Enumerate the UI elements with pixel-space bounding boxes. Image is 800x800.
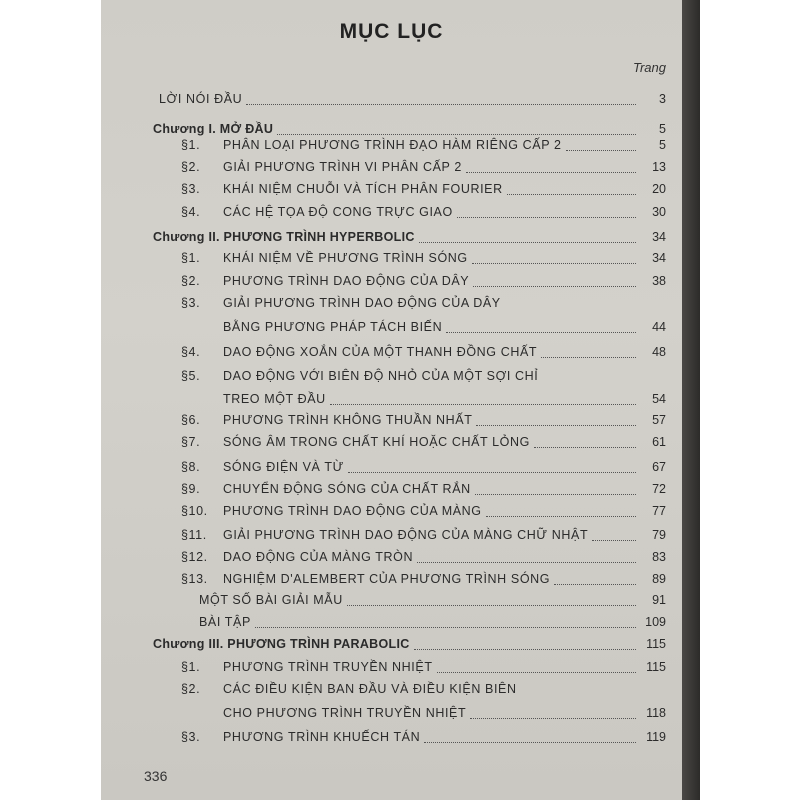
toc-entry	[181, 728, 420, 746]
dot-leader	[470, 718, 636, 719]
toc-entry	[181, 272, 469, 290]
entry-title: SÓNG ÂM TRONG CHẤT KHÍ HOẶC CHẤT LỎNG	[223, 435, 530, 449]
entry-title: PHƯƠNG TRÌNH KHÔNG THUẦN NHẤT	[223, 413, 473, 427]
page-ref: 5	[659, 138, 666, 152]
page-column-header: Trang	[633, 60, 666, 75]
entry-title: GIẢI PHƯƠNG TRÌNH DAO ĐỘNG CỦA DÂY	[223, 296, 501, 310]
toc-entry	[181, 502, 482, 520]
dot-leader	[592, 540, 636, 541]
page-ref: 48	[652, 345, 666, 359]
entry-title: CHUYỂN ĐỘNG SÓNG CỦA CHẤT RẮN	[223, 482, 471, 496]
page-number: 336	[144, 768, 168, 784]
section-number: §3.	[181, 182, 201, 196]
entry-title: TREO MỘT ĐẦU	[223, 392, 326, 406]
dot-leader	[437, 672, 636, 673]
toc-entry	[181, 367, 538, 385]
toc-entry	[181, 249, 468, 267]
entry-title: DAO ĐỘNG CỦA MÀNG TRÒN	[223, 550, 414, 564]
toc-entry	[181, 294, 501, 312]
toc-entry	[181, 343, 537, 361]
page-ref: 77	[652, 504, 666, 518]
entry-title: MỘT SỐ BÀI GIẢI MẪU	[199, 593, 343, 607]
dark-background-edge	[682, 0, 700, 800]
section-number: §5.	[181, 369, 201, 383]
entry-title: PHÂN LOẠI PHƯƠNG TRÌNH ĐẠO HÀM RIÊNG CẤP 2	[223, 138, 562, 152]
dot-leader	[348, 472, 636, 473]
dot-leader	[277, 134, 636, 135]
section-number: §13.	[181, 572, 208, 586]
page-ref: 57	[652, 413, 666, 427]
section-number: §4.	[181, 345, 201, 359]
chapter-entry	[153, 228, 415, 246]
dot-leader	[424, 742, 636, 743]
page-ref: 5	[659, 122, 666, 136]
entry-title: BẰNG PHƯƠNG PHÁP TÁCH BIẾN	[223, 320, 443, 334]
toc-entry	[181, 411, 472, 429]
toc-entry	[159, 90, 242, 108]
dot-leader	[246, 104, 636, 105]
entry-title: PHƯƠNG TRÌNH DAO ĐỘNG CỦA MÀNG	[223, 504, 482, 518]
page-ref: 38	[652, 274, 666, 288]
page-ref: 13	[652, 160, 666, 174]
page-ref: 109	[645, 615, 666, 629]
toc-entry	[181, 480, 471, 498]
section-number: §12.	[181, 550, 208, 564]
page-ref: 34	[652, 230, 666, 244]
section-number: §2.	[181, 274, 201, 288]
entry-title: BÀI TẬP	[199, 615, 251, 629]
dot-leader	[541, 357, 636, 358]
entry-title: CHO PHƯƠNG TRÌNH TRUYỀN NHIỆT	[223, 706, 467, 720]
dot-leader	[507, 194, 636, 195]
entry-title: Chương III. PHƯƠNG TRÌNH PARABOLIC	[153, 637, 410, 651]
dot-leader	[473, 286, 636, 287]
toc-entry	[181, 458, 344, 476]
dot-leader	[446, 332, 636, 333]
section-number: §8.	[181, 460, 201, 474]
dot-leader	[466, 172, 636, 173]
dot-leader	[566, 150, 636, 151]
page-ref: 115	[646, 637, 666, 651]
dot-leader	[347, 605, 636, 606]
page-ref: 83	[652, 550, 666, 564]
section-number: §1.	[181, 138, 201, 152]
page-ref: 54	[652, 392, 666, 406]
entry-title: Chương I. MỞ ĐẦU	[153, 122, 274, 136]
entry-title: PHƯƠNG TRÌNH TRUYỀN NHIỆT	[223, 660, 433, 674]
page-ref: 67	[652, 460, 666, 474]
dot-leader	[534, 447, 636, 448]
dot-leader	[554, 584, 636, 585]
toc-entry	[181, 433, 530, 451]
section-number: §1.	[181, 251, 201, 265]
toc-entry	[181, 180, 503, 198]
toc-entry	[181, 158, 462, 176]
section-number: §7.	[181, 435, 201, 449]
page-ref: 44	[652, 320, 666, 334]
book-page	[101, 0, 682, 800]
page-ref: 61	[652, 435, 666, 449]
chapter-entry	[153, 635, 410, 653]
page-ref: 30	[652, 205, 666, 219]
section-number: §6.	[181, 413, 201, 427]
entry-title: PHƯƠNG TRÌNH KHUẾCH TÁN	[223, 730, 421, 744]
entry-title: SÓNG ĐIỆN VÀ TỪ	[223, 460, 344, 474]
section-number: §9.	[181, 482, 201, 496]
entry-title: GIẢI PHƯƠNG TRÌNH VI PHÂN CẤP 2	[223, 160, 462, 174]
page-ref: 20	[652, 182, 666, 196]
page-ref: 72	[652, 482, 666, 496]
entry-title: CÁC ĐIỀU KIỆN BAN ĐẦU VÀ ĐIỀU KIỆN BIÊN	[223, 682, 517, 696]
section-number: §2.	[181, 682, 201, 696]
page-ref: 118	[646, 706, 666, 720]
toc-entry	[223, 318, 442, 336]
entry-title: KHÁI NIỆM VỀ PHƯƠNG TRÌNH SÓNG	[223, 251, 468, 265]
section-number: §2.	[181, 160, 201, 174]
entry-title: GIẢI PHƯƠNG TRÌNH DAO ĐỘNG CỦA MÀNG CHỮ NHẬT	[223, 528, 589, 542]
page-ref: 34	[652, 251, 666, 265]
toc-entry	[223, 704, 466, 722]
dot-leader	[417, 562, 636, 563]
page-title: MỤC LỤC	[339, 20, 444, 43]
toc-entry	[181, 658, 433, 676]
toc-entry	[199, 591, 343, 609]
toc-entry	[181, 680, 517, 698]
entry-title: PHƯƠNG TRÌNH DAO ĐỘNG CỦA DÂY	[223, 274, 470, 288]
section-number: §4.	[181, 205, 201, 219]
entry-title: DAO ĐỘNG XOẮN CỦA MỘT THANH ĐỒNG CHẤT	[223, 345, 538, 359]
page-ref: 3	[659, 92, 666, 106]
entry-title: NGHIỆM D'ALEMBERT CỦA PHƯƠNG TRÌNH SÓNG	[223, 572, 551, 586]
toc-entry	[199, 613, 251, 631]
page-ref: 79	[652, 528, 666, 542]
section-number: §3.	[181, 296, 201, 310]
dot-leader	[475, 494, 636, 495]
entry-title: CÁC HỆ TỌA ĐỘ CONG TRỰC GIAO	[223, 205, 453, 219]
section-number: §10.	[181, 504, 208, 518]
toc-entry	[181, 526, 588, 544]
toc-entry	[181, 203, 453, 221]
toc-entry	[181, 136, 562, 154]
section-number: §3.	[181, 730, 201, 744]
entry-title: KHÁI NIỆM CHUỖI VÀ TÍCH PHÂN FOURIER	[223, 182, 503, 196]
dot-leader	[255, 627, 636, 628]
page-ref: 89	[652, 572, 666, 586]
page-ref: 119	[646, 730, 666, 744]
toc-entry	[181, 548, 413, 566]
dot-leader	[330, 404, 636, 405]
section-number: §11.	[181, 528, 207, 542]
dot-leader	[457, 217, 636, 218]
dot-leader	[472, 263, 636, 264]
entry-title: LỜI NÓI ĐẦU	[159, 92, 243, 106]
page-ref: 91	[652, 593, 666, 607]
dot-leader	[486, 516, 636, 517]
dot-leader	[419, 242, 636, 243]
dot-leader	[476, 425, 636, 426]
page-ref: 115	[646, 660, 666, 674]
toc-entry	[223, 390, 326, 408]
dot-leader	[414, 649, 636, 650]
section-number: §1.	[181, 660, 201, 674]
entry-title: DAO ĐỘNG VỚI BIÊN ĐỘ NHỎ CỦA MỘT SỢI CHỈ	[223, 369, 539, 383]
toc-entry	[181, 570, 550, 588]
entry-title: Chương II. PHƯƠNG TRÌNH HYPERBOLIC	[153, 230, 415, 244]
